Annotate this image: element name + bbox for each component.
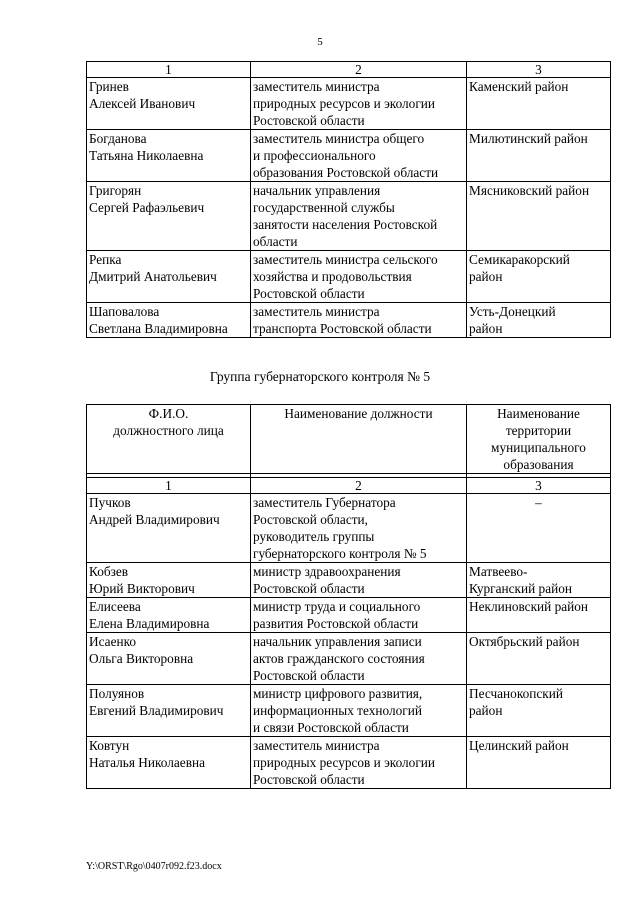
position-cell (251, 182, 467, 251)
cell-line: Григорян (89, 183, 142, 198)
cell-line: Матвеево- (469, 564, 528, 579)
cell-line: развития Ростовской области (253, 616, 419, 631)
cell-line: заместитель министра общего (253, 131, 425, 146)
cell-line: Елена Владимировна (89, 616, 210, 631)
column-number-row (87, 478, 611, 494)
column-number: 2 (251, 478, 467, 494)
cell-line: Каменский район (469, 79, 569, 94)
cell-line: транспорта Ростовской области (253, 321, 432, 336)
cell-line: руководитель группы (253, 529, 375, 544)
table-row (87, 303, 611, 338)
cell-line: Андрей Владимирович (89, 512, 220, 527)
cell-line: министр труда и социального (253, 599, 421, 614)
cell-line: информационных технологий (253, 703, 422, 718)
group-5-table-body (87, 405, 611, 789)
header-line: образования (503, 457, 574, 472)
cell-line: Елисеева (89, 599, 141, 614)
cell-line: район (469, 321, 503, 336)
official-name-cell (87, 251, 251, 303)
cell-line: Курганский район (469, 581, 572, 596)
cell-line: начальник управления записи (253, 634, 422, 649)
cell-line: Ростовской области, (253, 512, 368, 527)
cell-line: Ольга Викторовна (89, 651, 194, 666)
table-header-row (87, 405, 611, 474)
official-name-cell (87, 303, 251, 338)
cell-line: Татьяна Николаевна (89, 148, 204, 163)
page-number: 5 (317, 36, 323, 48)
cell-line: Мясниковский район (469, 183, 590, 198)
official-name-cell (87, 598, 251, 633)
cell-line: Наталья Николаевна (89, 755, 206, 770)
column-number: 2 (251, 62, 467, 78)
official-name-cell (87, 78, 251, 130)
cell-line: – (535, 495, 542, 510)
position-cell (251, 685, 467, 737)
group-table-continued (86, 61, 611, 338)
table-row (87, 130, 611, 182)
cell-line: Песчанокопский (469, 686, 563, 701)
group-5-caption: Группа губернаторского контроля № 5 (209, 369, 431, 384)
column-number-row (87, 62, 611, 78)
cell-line: Семикаракорский (469, 252, 570, 267)
cell-line: Пучков (89, 495, 131, 510)
cell-line: заместитель Губернатора (253, 495, 396, 510)
table-row (87, 251, 611, 303)
cell-line: заместитель министра (253, 738, 380, 753)
header-line: Наименование должности (284, 406, 433, 421)
position-cell (251, 303, 467, 338)
cell-line: Богданова (89, 131, 147, 146)
cell-line: занятости населения Ростовской (253, 217, 438, 232)
table-row (87, 685, 611, 737)
cell-line: и связи Ростовской области (253, 720, 409, 735)
column-number: 1 (87, 62, 251, 78)
position-cell (251, 563, 467, 598)
position-cell (251, 494, 467, 563)
cell-line: Евгений Владимирович (89, 703, 224, 718)
column-number: 3 (467, 62, 611, 78)
cell-line: Исаенко (89, 634, 137, 649)
cell-line: Алексей Иванович (89, 96, 196, 111)
official-name-cell (87, 182, 251, 251)
position-cell (251, 633, 467, 685)
cell-line: хозяйства и продовольствия (253, 269, 412, 284)
header-position-column (251, 405, 467, 474)
column-number: 1 (87, 478, 251, 494)
cell-line: Ростовской области (253, 668, 365, 683)
table-row (87, 598, 611, 633)
cell-line: государственной службы (253, 200, 395, 215)
cell-line: Октябрьский район (469, 634, 580, 649)
header-line: Ф.И.О. (148, 406, 189, 421)
cell-line: Милютинский район (469, 131, 588, 146)
table-row (87, 78, 611, 130)
cell-line: Ростовской области (253, 581, 365, 596)
header-territory-column (467, 405, 611, 474)
district-cell (467, 737, 611, 789)
cell-line: природных ресурсов и экологии (253, 96, 436, 111)
cell-line: Ростовской области (253, 286, 365, 301)
district-cell (467, 563, 611, 598)
position-cell (251, 737, 467, 789)
column-number: 3 (467, 478, 611, 494)
cell-line: Ростовской области (253, 113, 365, 128)
cell-line: район (469, 269, 503, 284)
cell-line: Кобзев (89, 564, 129, 579)
official-name-cell (87, 633, 251, 685)
cell-line: Светлана Владимировна (89, 321, 228, 336)
cell-line: образования Ростовской области (253, 165, 439, 180)
cell-line: Репка (89, 252, 122, 267)
cell-line: Целинский район (469, 738, 569, 753)
district-cell (467, 182, 611, 251)
cell-line: Ковтун (89, 738, 130, 753)
cell-line: район (469, 703, 503, 718)
cell-line: Дмитрий Анатольевич (89, 269, 217, 284)
header-line: территории (505, 423, 572, 438)
header-line: Наименование (497, 406, 580, 421)
cell-line: начальник управления (253, 183, 381, 198)
table-row (87, 494, 611, 563)
district-cell (467, 633, 611, 685)
district-cell (467, 685, 611, 737)
official-name-cell (87, 563, 251, 598)
header-line: муниципального (491, 440, 586, 455)
group-5-table (86, 404, 611, 789)
position-cell (251, 78, 467, 130)
official-name-cell (87, 685, 251, 737)
cell-line: Гринев (89, 79, 129, 94)
header-name-column (87, 405, 251, 474)
cell-line: Сергей Рафаэльевич (89, 200, 205, 215)
position-cell (251, 251, 467, 303)
cell-line: губернаторского контроля № 5 (253, 546, 427, 561)
district-cell (467, 130, 611, 182)
table-row (87, 633, 611, 685)
cell-line: Усть-Донецкий (469, 304, 556, 319)
cell-line: актов гражданского состояния (253, 651, 425, 666)
cell-line: Неклиновский район (469, 599, 589, 614)
cell-line: Полуянов (89, 686, 145, 701)
position-cell (251, 598, 467, 633)
table-row (87, 737, 611, 789)
group-table-continued-body (87, 62, 611, 338)
cell-line: и профессионального (253, 148, 376, 163)
cell-line: Ростовской области (253, 772, 365, 787)
table-row (87, 182, 611, 251)
cell-line: природных ресурсов и экологии (253, 755, 436, 770)
position-cell (251, 130, 467, 182)
table-row (87, 563, 611, 598)
district-cell (467, 598, 611, 633)
official-name-cell (87, 737, 251, 789)
cell-line: Юрий Викторович (89, 581, 195, 596)
cell-line: заместитель министра сельского (253, 252, 438, 267)
header-line: должностного лица (113, 423, 224, 438)
district-cell (467, 78, 611, 130)
district-cell (467, 494, 611, 563)
cell-line: заместитель министра (253, 79, 380, 94)
cell-line: заместитель министра (253, 304, 380, 319)
cell-line: министр здравоохранения (253, 564, 401, 579)
official-name-cell (87, 494, 251, 563)
file-path-footer: Y:\ORST\Rgo\0407r092.f23.docx (86, 861, 222, 872)
cell-line: министр цифрового развития, (253, 686, 423, 701)
official-name-cell (87, 130, 251, 182)
district-cell (467, 303, 611, 338)
cell-line: Шаповалова (89, 304, 160, 319)
cell-line: области (253, 234, 298, 249)
district-cell (467, 251, 611, 303)
